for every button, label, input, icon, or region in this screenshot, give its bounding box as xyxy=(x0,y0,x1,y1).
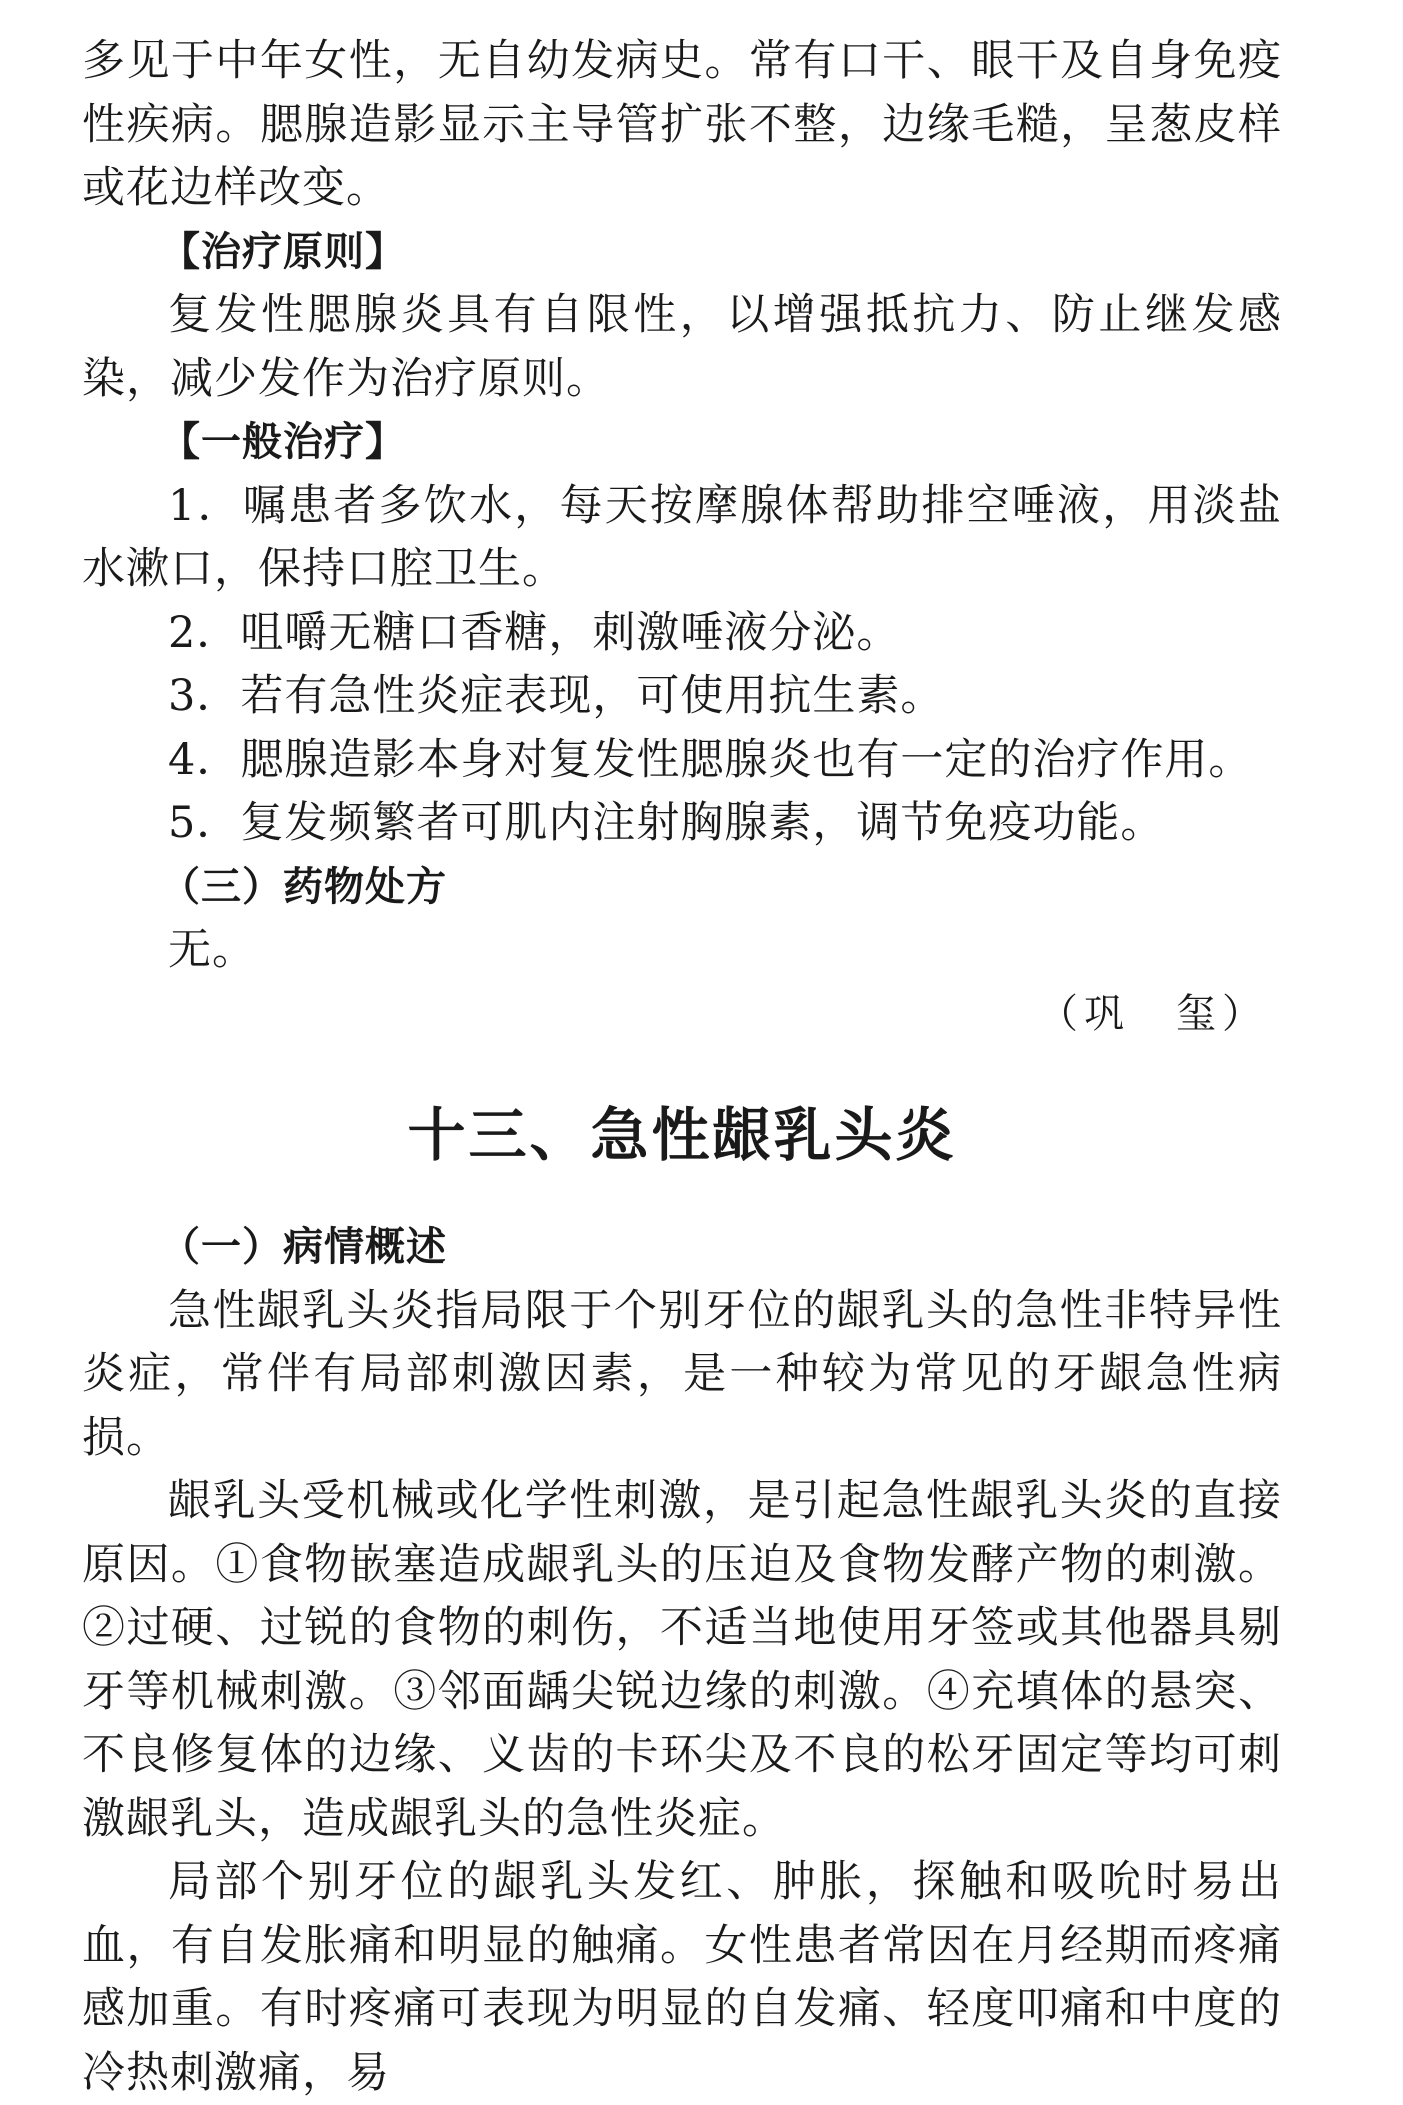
page-content xyxy=(82,30,1282,2105)
overview-paragraph-2: 龈乳头受机械或化学性刺激，是引起急性龈乳头炎的直接原因。①食物嵌塞造成龈乳头的压迫及食物发酵产物的刺激。②过硬、过锐的食物的刺伤，不适当地使用牙签或其他器具剔牙等机械刺激。③邻面龋尖锐边缘的刺激。④充填体的悬突、不良修复体的边缘、义齿的卡环尖及不良的松牙固定等均可刺激龈乳头，造成龈乳头的急性炎症。 xyxy=(82,1476,1282,1844)
intro-paragraph: 多见于中年女性，无自幼发病史。常有口干、眼干及自身免疫性疾病。腮腺造影显示主导管扩张不整，边缘毛糙，呈葱皮样或花边样改变。 xyxy=(82,36,1282,213)
treatment-principle-text: 复发性腮腺炎具有自限性，以增强抵抗力、防止继发感染，减少发作为治疗原则。 xyxy=(82,290,1282,404)
general-treatment-item-2: 2．咀嚼无糖口香糖，刺激唾液分泌。 xyxy=(168,607,901,658)
overview-paragraph-1: 急性龈乳头炎指局限于个别牙位的龈乳头的急性非特异性炎症，常伴有局部刺激因素，是一种较为常见的牙龈急性病损。 xyxy=(82,1285,1282,1463)
general-treatment-item-3: 3．若有急性炎症表现，可使用抗生素。 xyxy=(168,671,945,721)
general-treatment-heading: 【一般治疗】 xyxy=(160,419,406,465)
overview-paragraph-3: 局部个别牙位的龈乳头发红、肿胀，探触和吸吮时易出血，有自发胀痛和明显的触痛。女性患者常因在月经期而疼痛感加重。有时疼痛可表现为明显的自发痛、轻度叩痛和中度的冷热刺激痛，易 xyxy=(82,1857,1282,2098)
prescription-heading: （三）药物处方 xyxy=(160,863,447,910)
general-treatment-item-5: 5．复发频繁者可肌内注射胸腺素，调节免疫功能。 xyxy=(168,798,1165,848)
author-credit: （巩 玺） xyxy=(1038,990,1268,1037)
general-treatment-item-4: 4．腮腺造影本身对复发性腮腺炎也有一定的治疗作用。 xyxy=(168,734,1253,785)
overview-heading: （一）病情概述 xyxy=(160,1224,447,1270)
prescription-text: 无。 xyxy=(168,925,256,975)
section-title: 十三、急性龈乳头炎 xyxy=(407,1101,957,1169)
treatment-principle-heading: 【治疗原则】 xyxy=(160,228,406,275)
general-treatment-item-1: 1．嘱患者多饮水，每天按摩腺体帮助排空唾液，用淡盐水漱口，保持口腔卫生。 xyxy=(82,480,1282,594)
